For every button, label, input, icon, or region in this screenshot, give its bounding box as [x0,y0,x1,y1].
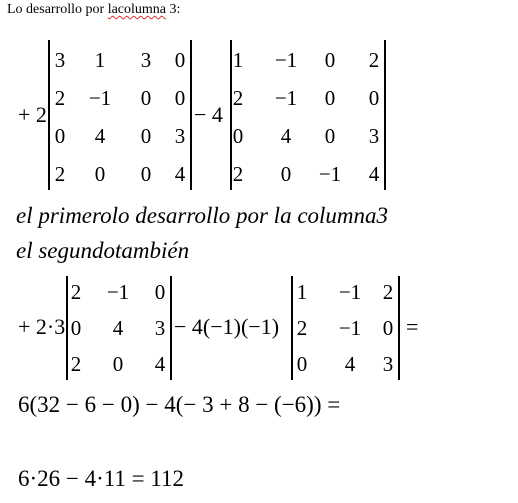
matrix-cell: 1 [296,280,308,304]
matrix-cell: 2 [232,86,244,110]
block2-equals: = [406,314,419,339]
matrix-cell: −1 [274,48,298,72]
matrix-cell: 0 [232,124,244,148]
matrix-cell: 0 [280,162,292,186]
header-suffix: 3: [166,2,181,17]
header-text [7,2,180,18]
matrix-cell: 4 [94,124,106,148]
header-misspelled-word: lacolumna [107,2,167,17]
matrix-cell: −1 [106,280,130,304]
equation-line-2: 6·26 − 4·11 = 112 [18,466,185,491]
matrix-cell: −1 [338,316,362,340]
matrix-cell: 1 [94,48,106,72]
matrix-cell: 0 [154,280,166,304]
matrix-cell: 0 [112,352,124,376]
matrix-cell: 0 [140,86,152,110]
text-line-2: el segundotambién [16,238,190,263]
header-prefix: Lo desarrollo por [7,2,108,17]
matrix-cell: 0 [140,124,152,148]
matrix-cell: 0 [368,86,380,110]
matrix-cell: −1 [318,162,342,186]
matrix-cell: 2 [70,280,82,304]
matrix-cell: 0 [54,124,66,148]
matrix-cell: 2 [232,162,244,186]
matrix-cell: 4 [368,162,380,186]
matrix-cell: 3 [174,124,186,148]
matrix-cell: 2 [296,316,308,340]
matrix-cell: 0 [296,352,308,376]
matrix-cell: 3 [154,316,166,340]
matrix-cell: 2 [368,48,380,72]
matrix-cell: 0 [324,124,336,148]
matrix-cell: 3 [382,352,394,376]
matrix-cell: −1 [88,86,112,110]
matrix-cell: 0 [324,48,336,72]
matrix-cell: 0 [382,316,394,340]
matrix-cell: 4 [344,352,356,376]
matrix-cell: 2 [70,352,82,376]
matrix-cell: 4 [174,162,186,186]
text-line-1: el primerolo desarrollo por la columna3 [16,203,389,228]
matrix-cell: 3 [368,124,380,148]
block1-op: − 4 [194,102,223,127]
matrix-cell: 0 [324,86,336,110]
matrix-cell: 0 [94,162,106,186]
matrix-cell: 3 [54,48,66,72]
matrix-cell: 4 [154,352,166,376]
matrix-cell: 1 [232,48,244,72]
matrix-cell: 4 [112,316,124,340]
matrix-cell: 0 [140,162,152,186]
matrix-cell: 3 [140,48,152,72]
matrix-cell: 4 [280,124,292,148]
matrix-cell: 2 [54,162,66,186]
matrix-cell: 2 [382,280,394,304]
matrix-cell: 0 [174,86,186,110]
block1-coef: + 2 [18,102,47,127]
block2-op: − 4(−1)(−1) [174,314,280,339]
block2-coef: + 2·3 [18,314,66,339]
matrix-cell: −1 [274,86,298,110]
matrix-cell: 0 [174,48,186,72]
equation-line-1: 6(32 − 6 − 0) − 4(− 3 + 8 − (−6)) = [18,392,341,417]
matrix-cell: −1 [338,280,362,304]
matrix-cell: 0 [70,316,82,340]
matrix-cell: 2 [54,86,66,110]
